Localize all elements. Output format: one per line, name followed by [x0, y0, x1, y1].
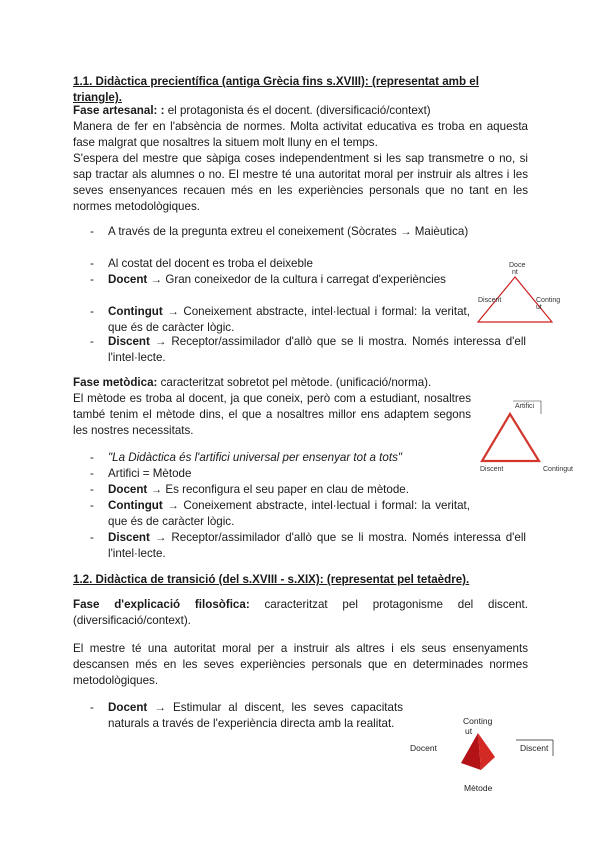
list-bullet: - — [90, 257, 94, 270]
fase-artesanal-paragraph-1: Manera de fer en l'absència de normes. Molta activitat educativa es troba en aquesta fase malgrat que nosaltres la situem molt lluny en el temps. — [73, 120, 528, 149]
list-bullet: - — [90, 483, 94, 496]
fase-metodica-paragraph-1: El mètode es troba al docent, ja que coneix, però com a estudiant, nosaltres també tenim el mètode dins, el que a nosaltres millor ens adaptem segons les nostres necessitats. — [73, 392, 471, 437]
section-heading-1-1-cont: triangle). — [73, 91, 122, 104]
diagram-label-top-2: nt — [512, 269, 518, 276]
fase-explicacio-paragraph-1: El mestre té una autoritat moral per a instruir als altres i els seus ensenyaments descansen més en les seves experiències personals que en determinades normes metodològiques. — [73, 642, 528, 687]
list-item: Docent → Gran coneixedor de la cultura i carregat d'experiències — [108, 273, 446, 286]
diagram-label-right: Contingut — [543, 466, 573, 473]
diagram-label-top: Artifici — [515, 403, 535, 410]
fase-artesanal-intro: Fase artesanal: : el protagonista és el docent. (diversificació/context) — [73, 104, 431, 117]
list-bullet: - — [90, 305, 94, 318]
list-bullet: - — [90, 467, 94, 480]
diagram-label-top-2: ut — [465, 726, 473, 736]
list-item: Contingut → Coneixement abstracte, intel·lectual i formal: la veritat, que és de caràcter lògic. — [108, 305, 470, 334]
list-bullet: - — [90, 701, 94, 714]
diagram-label-left: Docent — [410, 743, 437, 753]
list-bullet: - — [90, 499, 94, 512]
list-item: Docent → Es reconfigura el seu paper en clau de mètode. — [108, 483, 409, 496]
fase-artesanal-paragraph-2: S'espera del mestre que sàpiga coses independentment si les sap transmetre o no, si sap tractar als alumnes o no. El mestre té una autoritat moral per instruir als altres i les seves ensenyances recauen més en les experiències personals que no tant en les normes metodològiques. — [73, 152, 528, 213]
list-item: Discent → Receptor/assimilador d'allò que se li mostra. Només interessa d'ell l'intel·lecte. — [108, 531, 526, 560]
fase-metodica-intro: Fase metòdica: caracteritzat sobretot pel mètode. (unificació/norma). — [73, 376, 432, 389]
diagram-label-top: Conting — [463, 716, 493, 726]
diagram-label-left: Discent — [480, 466, 504, 473]
list-item: Al costat del docent es troba el deixeble — [108, 257, 313, 270]
list-item: A través de la pregunta extreu el coneixement (Sòcrates → Maièutica) — [108, 225, 469, 238]
diagram-label-right: Discent — [520, 743, 549, 753]
diagram-label-right-2: ut — [536, 304, 542, 311]
list-item: Discent → Receptor/assimilador d'allò que se li mostra. Només interessa d'ell l'intel·lecte. — [108, 335, 526, 364]
section-heading-1-1: 1.1. Didàctica precientífica (antiga Grècia fins s.XVIII): (representat amb el — [73, 75, 479, 88]
tetrahedron-left-face — [461, 733, 481, 770]
diagram-label-left: Discent — [478, 297, 502, 304]
list-bullet: - — [90, 273, 94, 286]
fase-explicacio-intro: Fase d'explicació filosòfica: caracteritzat pel protagonisme del discent. (diversificació/context). — [73, 598, 528, 627]
list-bullet: - — [90, 335, 94, 348]
list-bullet: - — [90, 225, 94, 238]
list-bullet: - — [90, 531, 94, 544]
list-bullet: - — [90, 451, 94, 464]
diagram-label-bottom: Mètode — [464, 783, 493, 793]
list-item: Docent → Estimular al discent, les seves capacitats naturals a través de l'experiència directa amb la realitat. — [108, 701, 403, 730]
list-item: Contingut → Coneixement abstracte, intel·lectual i formal: la veritat, que és de caràcter lògic. — [108, 499, 470, 528]
list-item: Artifici = Mètode — [108, 467, 192, 480]
diagram-label-top: Doce — [509, 262, 526, 269]
list-item-quote: "La Didàctica és l'artifici universal per ensenyar tot a tots" — [108, 451, 402, 464]
section-heading-1-2: 1.2. Didàctica de transició (del s.XVIII - s.XIX): (representat pel tetaèdre). — [73, 573, 470, 586]
diagram-label-right: Conting — [536, 297, 561, 304]
